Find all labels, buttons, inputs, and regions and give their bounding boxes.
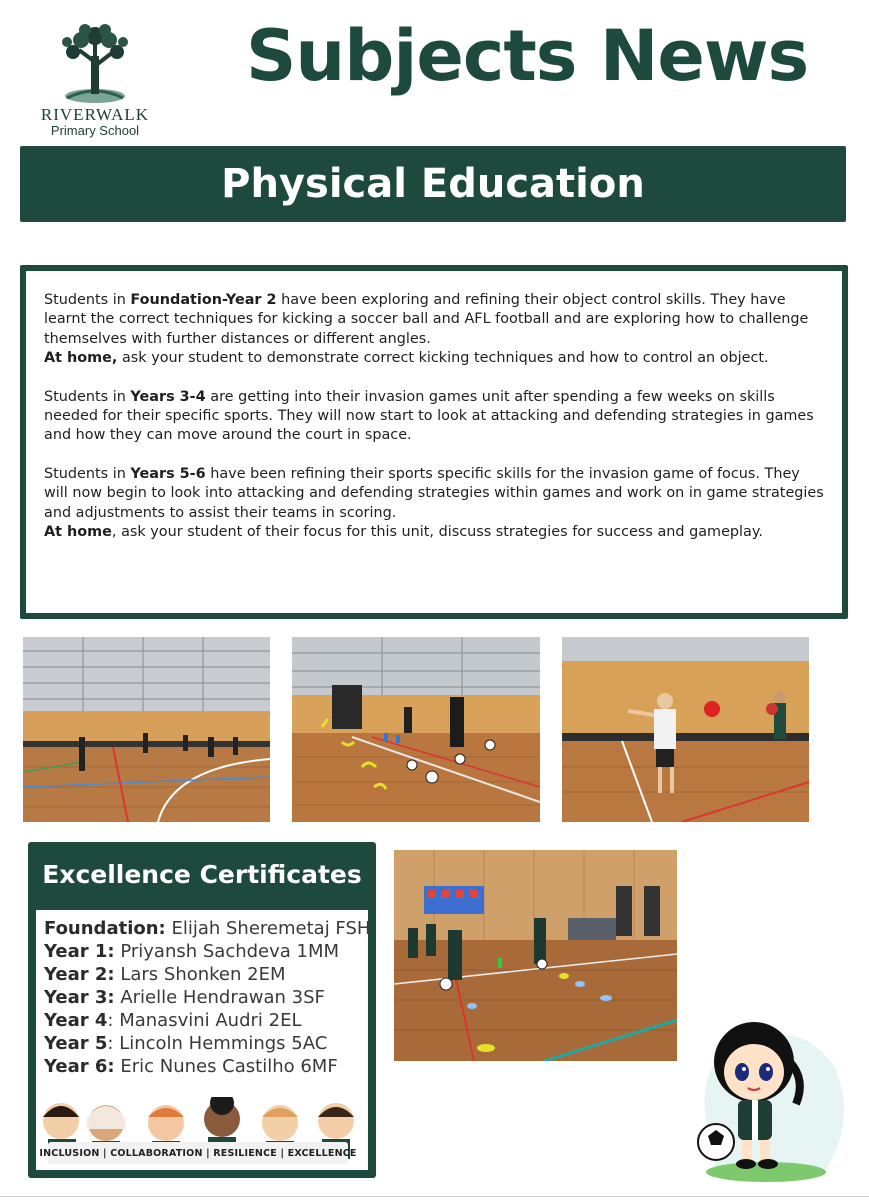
certificate-item: Foundation: Elijah Sheremetaj FSH [44, 918, 371, 939]
section-title: Physical Education [221, 161, 645, 207]
paragraph-home-2: At home, ask your student of their focus for this unit, discuss strategies for success and gameplay. [44, 524, 763, 541]
photo-gym-wide [23, 637, 270, 822]
photo-soccer-drill [292, 637, 540, 822]
certificate-item: Year 4: Manasvini Audri 2EL [44, 1010, 302, 1031]
certificate-item: Year 2: Lars Shonken 2EM [44, 964, 286, 985]
paragraph-years-3-4: Students in Years 3-4 are getting into their invasion games unit after spending a few weeks on skills needed for their specific sports. They will now start to look at attacking and defending strategies in games and how they can move around the court in space. [44, 388, 814, 444]
certificate-item: Year 5: Lincoln Hemmings 5AC [44, 1033, 328, 1054]
section-banner [20, 146, 846, 222]
certificates-panel [28, 842, 376, 1178]
page-divider [0, 1196, 869, 1197]
certificate-item: Year 1: Priyansh Sachdeva 1MM [44, 941, 340, 962]
values-text: INCLUSION | COLLABORATION | RESILIENCE | EXCELLENCE [39, 1147, 357, 1159]
content-box [20, 265, 848, 619]
paragraph-years-5-6: Students in Years 5-6 have been refining their sports specific skills for the invasion game of focus. They will now begin to look into attacking and defending strategies within games and work on in game strategies and adjustments to assist their teams in scoring. [44, 465, 824, 521]
mascot-soccer-girl-icon [686, 1000, 856, 1190]
tree-logo-icon [55, 22, 135, 104]
certificate-item: Year 6: Eric Nunes Castilho 6MF [44, 1056, 338, 1077]
school-name: RIVERWALK [40, 105, 150, 124]
photo-ball-passing [562, 637, 809, 822]
certificates-title: Excellence Certificates [42, 860, 362, 889]
values-bar [39, 1142, 357, 1164]
paragraph-foundation: Students in Foundation-Year 2 have been exploring and refining their object control skills. They have learnt the correct techniques for kicking a soccer ball and AFL football and are exploring how to challenge themselves with further distances or different angles. [44, 292, 809, 347]
page-title: Subjects News [246, 15, 809, 97]
certificate-item: Year 3: Arielle Hendrawan 3SF [44, 987, 325, 1008]
paragraph-home-1: At home, ask your student to demonstrate correct kicking techniques and how to control an object. [44, 350, 769, 367]
photo-indoor-drill [394, 850, 677, 1061]
school-logo [30, 22, 160, 142]
school-subtitle: Primary School [50, 123, 140, 138]
